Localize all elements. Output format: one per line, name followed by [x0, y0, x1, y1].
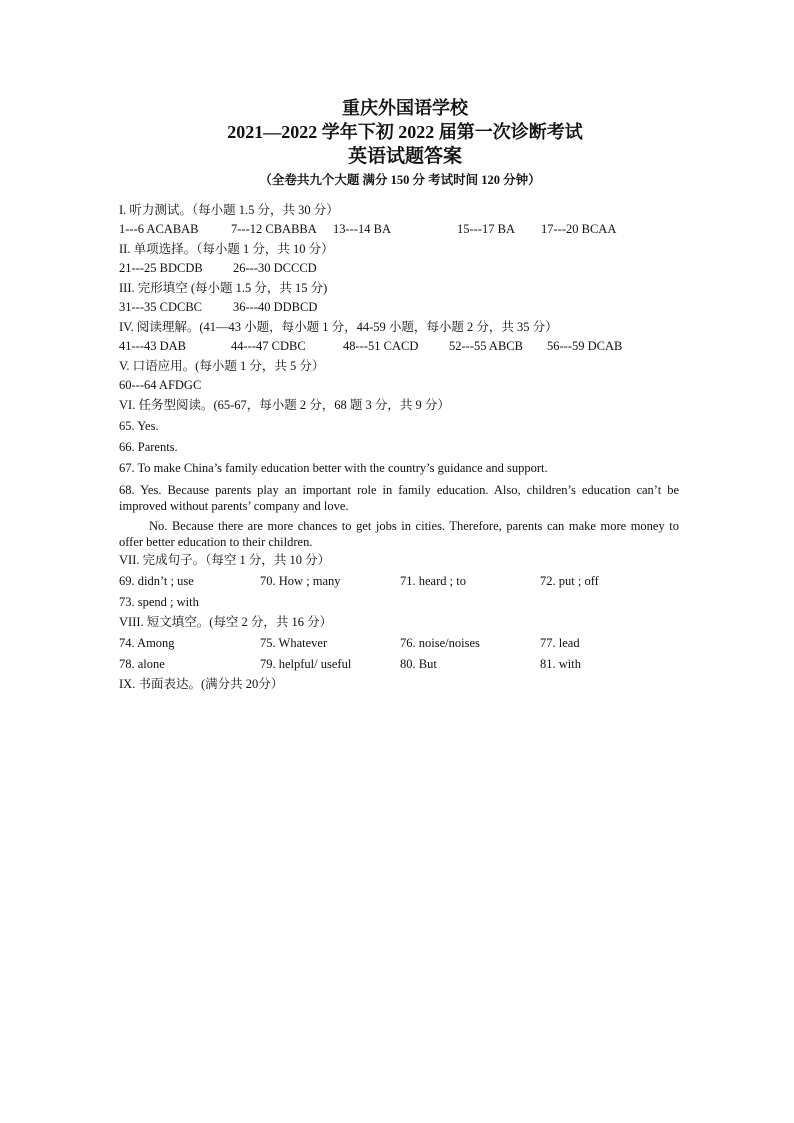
answer-item: 75. Whatever — [260, 636, 328, 650]
answer-group: 36---40 DDBCD — [233, 300, 318, 314]
section-7-heading: VII. 完成句子。（每空 1 分，共 10 分） — [119, 553, 331, 567]
section-5-answers — [119, 376, 679, 395]
section-4-answers — [119, 337, 679, 356]
answer-item: 80. But — [400, 657, 437, 671]
exam-note: （全卷共九个大题 满分 150 分 考试时间 120 分钟） — [259, 173, 541, 187]
answer-67: 67. To make China’s family education better with the country’s guidance and support. — [119, 461, 548, 475]
answer-group: 26---30 DCCCD — [233, 261, 317, 275]
answer-group: 31---35 CDCBC — [119, 300, 202, 314]
answer-body — [119, 200, 679, 694]
answer-group: 52---55 ABCB — [449, 339, 523, 353]
answer-item: 77. lead — [540, 636, 580, 650]
answer-item: 71. heard ; to — [400, 574, 466, 588]
section-8-answers-row-2 — [119, 655, 679, 674]
section-6-heading: VI. 任务型阅读。(65-67，每小题 2 分，68 题 3 分，共 9 分） — [119, 398, 450, 412]
section-2-heading: II. 单项选择。（每小题 1 分，共 10 分） — [119, 242, 334, 256]
answer-68-no: No. Because there are more chances to get jobs in cities. Therefore, parents can make more money to offer better education to their children. — [119, 519, 679, 549]
section-5-heading: V. 口语应用。(每小题 1 分，共 5 分） — [119, 359, 325, 373]
section-4-heading: IV. 阅读理解。(41—43 小题，每小题 1 分，44-59 小题，每小题 2 分，共 35 分） — [119, 320, 558, 334]
section-9-heading: IX. 书面表达。(满分共 20分） — [119, 677, 284, 691]
answer-item: 70. How ; many — [260, 574, 341, 588]
answer-item: 79. helpful/ useful — [260, 657, 352, 671]
answer-item: 78. alone — [119, 657, 165, 671]
answer-66: 66. Parents. — [119, 440, 178, 454]
answer-group: 60---64 AFDGC — [119, 378, 202, 392]
answer-item: 74. Among — [119, 636, 175, 650]
section-1-heading: I. 听力测试。（每小题 1.5 分，共 30 分） — [119, 203, 339, 217]
answer-68-yes: 68. Yes. Because parents play an important role in family education. Also, children’s education can’t be improved without parents’ company and love. — [119, 483, 679, 513]
section-8-heading: VIII. 短文填空。(每空 2 分，共 16 分） — [119, 615, 333, 629]
section-8-answers-row-1 — [119, 634, 679, 653]
exam-title: 2021—2022 学年下初 2022 届第一次诊断考试 — [227, 122, 583, 142]
answer-item: 76. noise/noises — [400, 636, 480, 650]
answer-group: 1---6 ACABAB — [119, 222, 199, 236]
answer-item: 81. with — [540, 657, 581, 671]
section-3-heading: III. 完形填空 (每小题 1.5 分，共 15 分) — [119, 281, 328, 295]
answer-item: 72. put ; off — [540, 574, 599, 588]
answer-item: 69. didn’t ; use — [119, 574, 194, 588]
section-2-answers — [119, 259, 679, 278]
answer-group: 56---59 DCAB — [547, 339, 623, 353]
section-3-answers — [119, 298, 679, 317]
section-7-answers-row-2 — [119, 593, 679, 612]
document-header — [0, 96, 794, 190]
answer-group: 13---14 BA — [333, 222, 391, 236]
answer-group: 48---51 CACD — [343, 339, 419, 353]
answer-group: 41---43 DAB — [119, 339, 187, 353]
answer-group: 21---25 BDCDB — [119, 261, 203, 275]
section-1-answers — [119, 220, 679, 239]
answer-group: 7---12 CBABBA — [231, 222, 317, 236]
answer-item: 73. spend ; with — [119, 595, 199, 609]
section-7-answers-row-1 — [119, 572, 679, 591]
answer-group: 15---17 BA — [457, 222, 515, 236]
answer-group: 17---20 BCAA — [541, 222, 617, 236]
school-name: 重庆外国语学校 — [342, 98, 468, 118]
answer-group: 44---47 CDBC — [231, 339, 306, 353]
answer-65: 65. Yes. — [119, 419, 159, 433]
subject-title: 英语试题答案 — [347, 146, 462, 167]
